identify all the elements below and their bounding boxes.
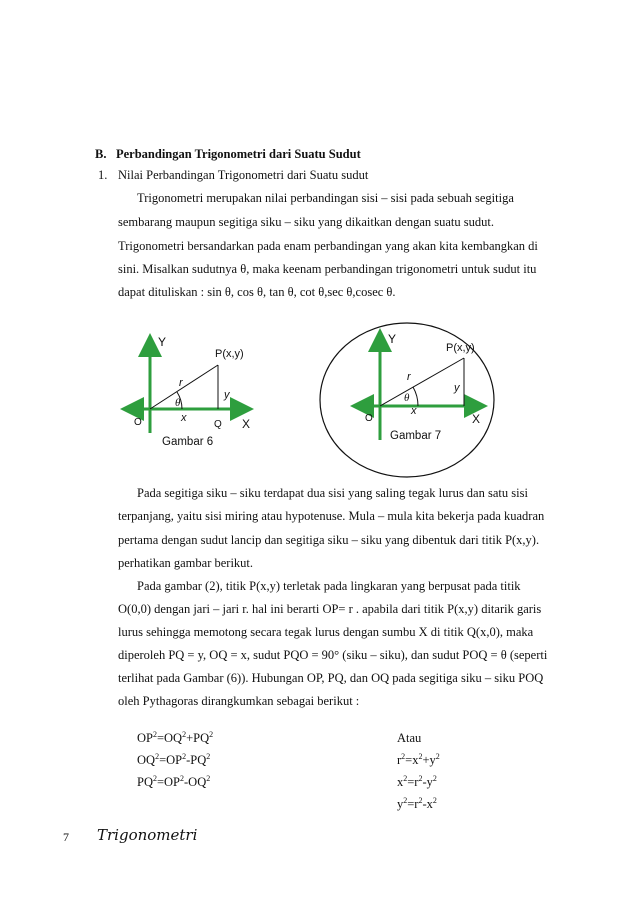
figure-6 <box>120 325 280 455</box>
para1-line: Trigonometri bersandarkan pada enam perbandingan yang akan kita kembangkan di <box>118 239 538 253</box>
footer-title: Trigonometri <box>97 826 198 844</box>
para3-line: Pada gambar (2), titik P(x,y) terletak pada lingkaran yang berpusat pada titik <box>137 579 521 593</box>
x-axis-label: X <box>472 412 481 426</box>
para2-line: Pada segitiga siku – siku terdapat dua sisi yang saling tegak lurus dan satu sisi <box>137 486 528 500</box>
figure-7-caption: Gambar 7 <box>390 430 442 442</box>
figure-7 <box>318 318 498 478</box>
r-label: r <box>407 371 411 383</box>
x-side-label: x <box>411 405 417 417</box>
para2-line: terpanjang, yaitu sisi miring atau hypotenuse. Mula – mula kita bekerja pada kuadran <box>118 509 545 523</box>
equation-y: $y^2=r^2-x^2$ <box>397 795 437 811</box>
para3-line: O(0,0) dengan jari – jari r. hal ini berarti OP= r . apabila dari titik P(x,y) ditarik garis <box>118 602 542 616</box>
angle-arc <box>413 387 418 406</box>
para1-line: dapat dituliskan : sin θ, cos θ, tan θ, cot θ,sec θ,cosec θ. <box>118 285 396 299</box>
theta-label: θ <box>175 397 181 409</box>
section-marker: B. <box>95 147 107 161</box>
y-axis-label: Y <box>388 332 397 346</box>
q-label: Q <box>214 419 222 430</box>
r-label: r <box>179 377 183 389</box>
para1-line: Trigonometri merupakan nilai perbandingan sisi – sisi pada sebuah segitiga <box>137 191 514 205</box>
subsection-marker: 1. <box>98 168 108 182</box>
para3-line: diperoleh PQ = y, OQ = x, sudut PQO = 90° (siku – siku), dan sudut POQ = θ (seperti <box>118 648 548 662</box>
equation-atau-label: Atau <box>397 731 422 745</box>
y-axis-label: Y <box>158 335 167 349</box>
para2-line: perhatikan gambar berikut. <box>118 556 254 570</box>
point-label: P(x,y) <box>446 342 475 354</box>
hypotenuse-line <box>380 358 464 406</box>
origin-label: O <box>365 413 373 424</box>
equation-oq: $OQ^2=OP^2-PQ^2$ <box>137 751 211 767</box>
x-side-label: x <box>181 412 187 424</box>
section-title: Perbandingan Trigonometri dari Suatu Sudut <box>116 147 361 161</box>
y-side-label: y <box>454 382 460 394</box>
para3-line: oleh Pythagoras dirangkumkan sebagai berikut : <box>118 694 360 708</box>
para2-line: pertama dengan sudut lancip dan segitiga siku – siku yang dibentuk dari titik P(x,y). <box>118 533 540 547</box>
hypotenuse-line <box>150 365 218 409</box>
x-axis-label: X <box>242 417 251 431</box>
para3-line: terlihat pada Gambar (6)). Hubungan OP, PQ, dan OQ pada segitiga siku – siku POQ <box>118 671 544 685</box>
figure-6-caption: Gambar 6 <box>162 436 214 448</box>
point-label: P(x,y) <box>215 348 244 360</box>
equation-op: $OP^2=OQ^2+PQ^2$ <box>137 729 214 745</box>
para1-line: sini. Misalkan sudutnya θ, maka keenam perbandingan trigonometri untuk sudut itu <box>118 262 537 276</box>
page-number: 7 <box>63 830 69 844</box>
equation-x: $x^2=r^2-y^2$ <box>397 773 437 789</box>
subsection-title: Nilai Perbandingan Trigonometri dari Suatu sudut <box>118 168 369 182</box>
para3-line: lurus sehingga memotong secara tegak lurus dengan sumbu X di titik Q(x,0), maka <box>118 625 534 639</box>
y-side-label: y <box>224 389 230 401</box>
theta-label: θ <box>404 392 410 404</box>
origin-label: O <box>134 417 142 428</box>
para1-line: sembarang maupun segitiga siku – siku yang dikaitkan dengan suatu sudut. <box>118 215 494 229</box>
equation-pq: $PQ^2=OP^2-OQ^2$ <box>137 773 211 789</box>
equation-r: $r^2=x^2+y^2$ <box>397 751 440 767</box>
